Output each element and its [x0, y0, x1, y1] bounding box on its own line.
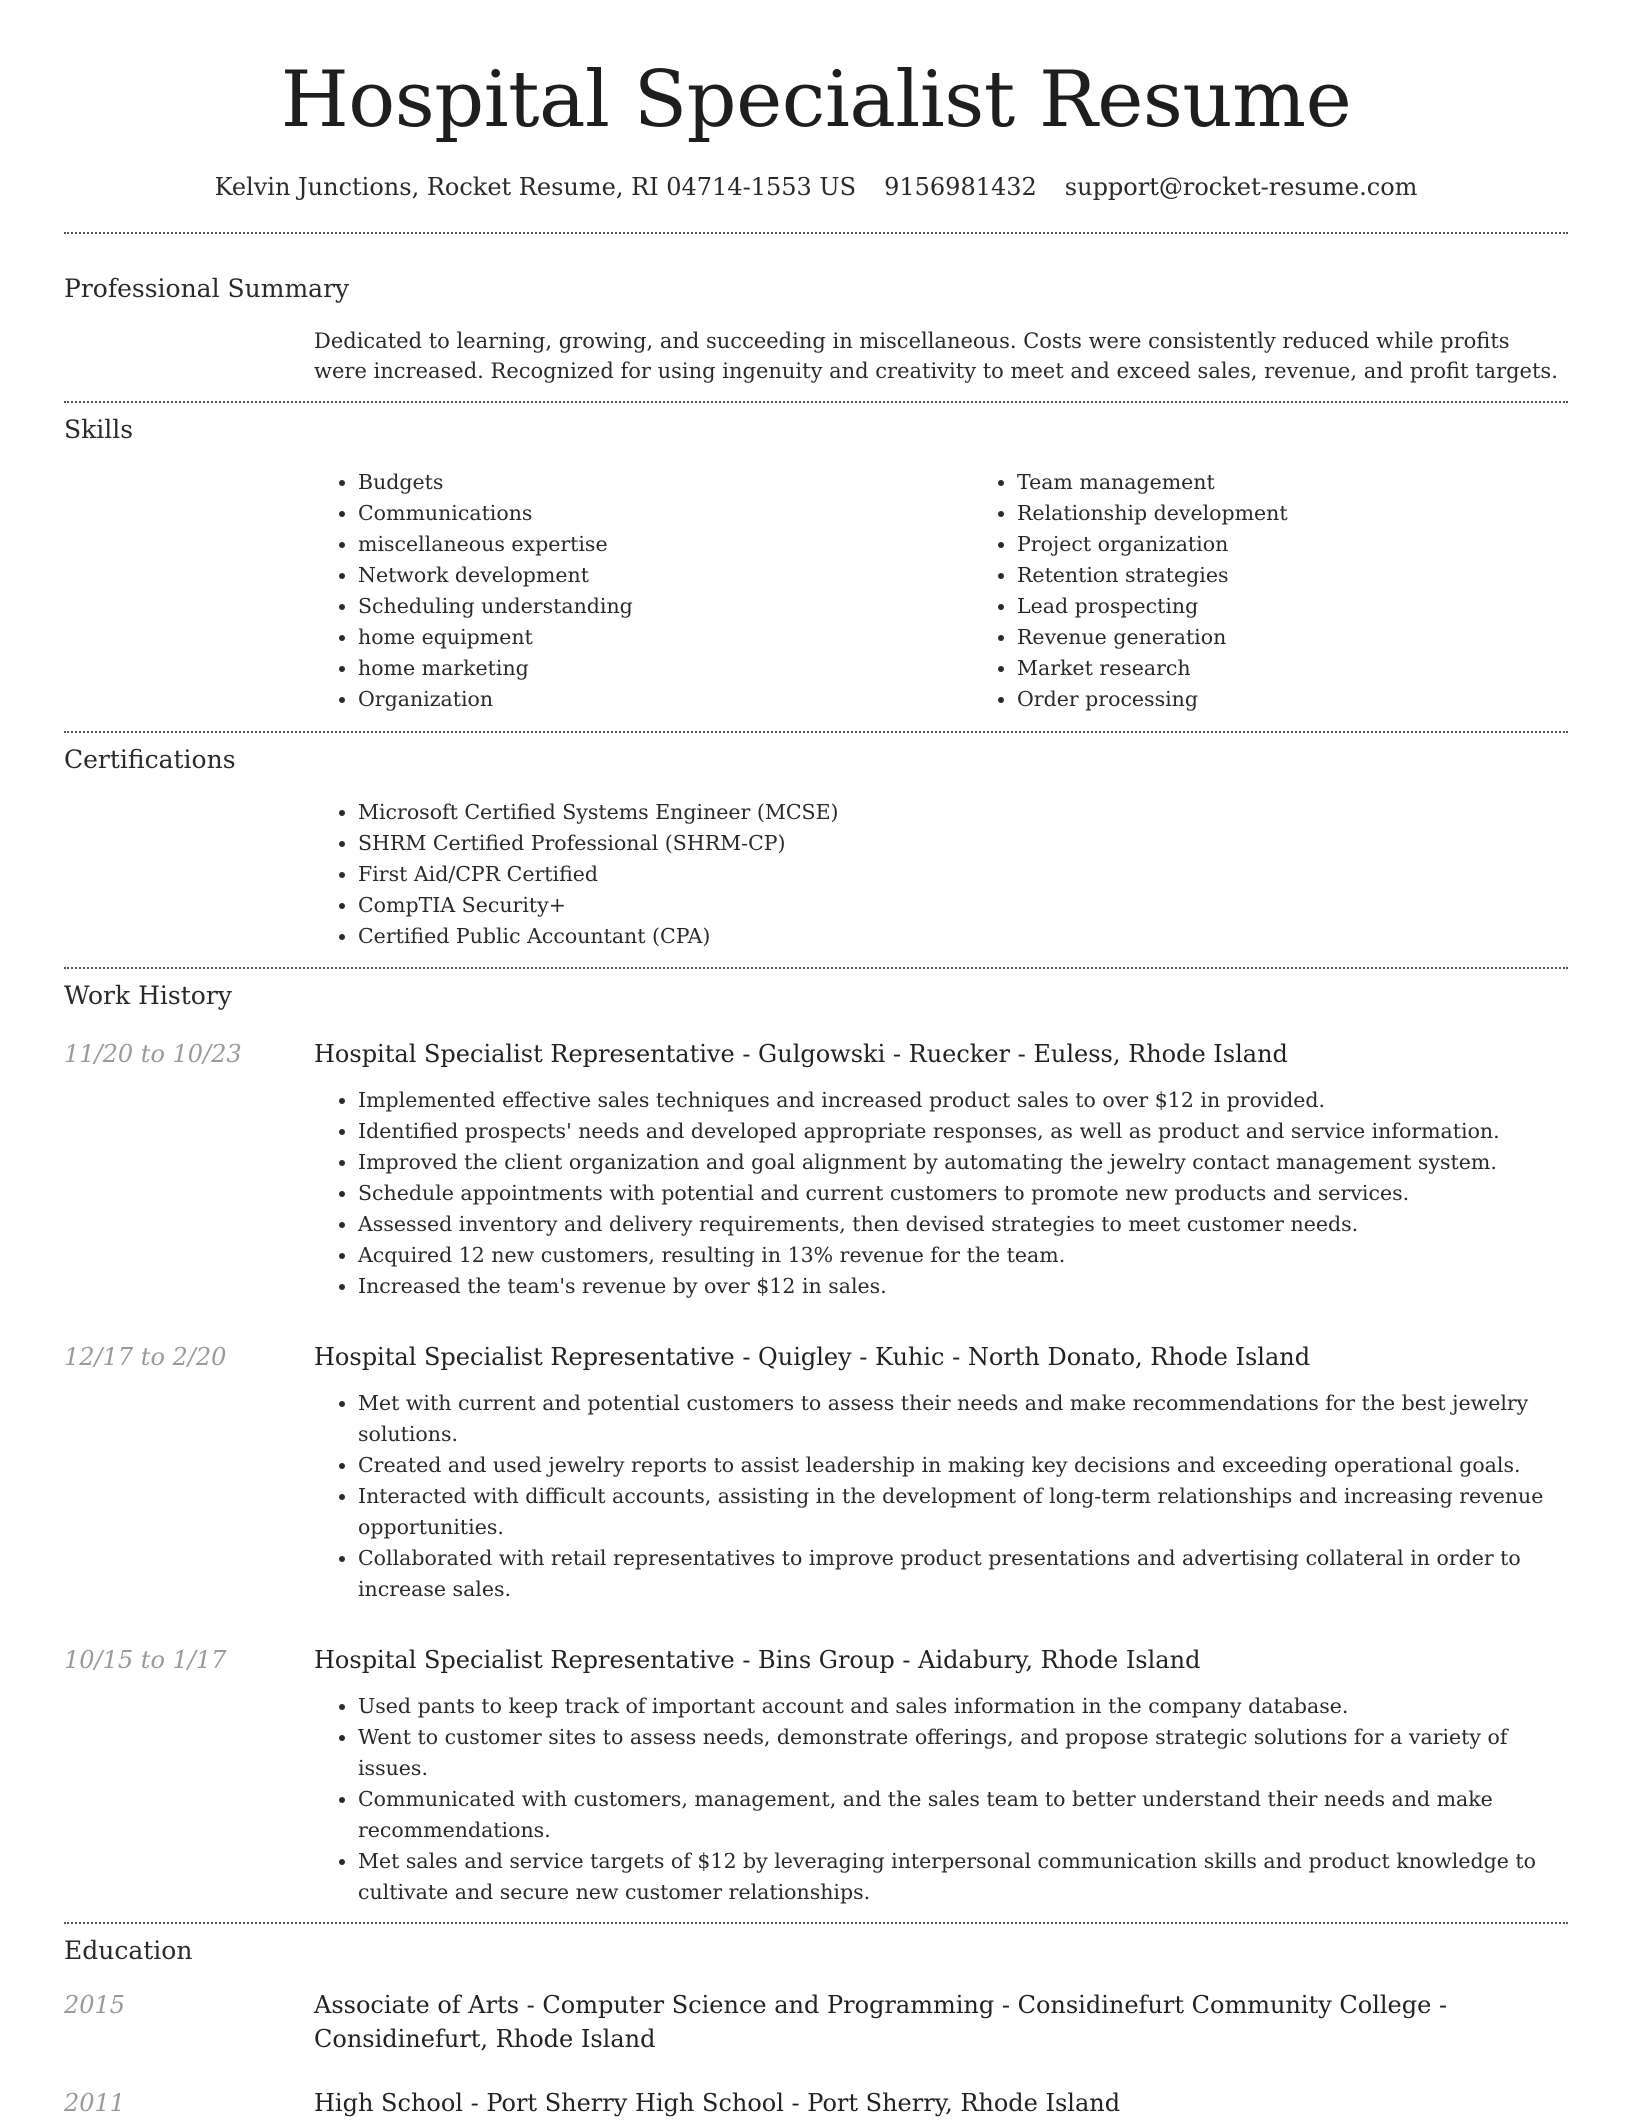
- job-entry: [64, 1643, 1568, 1908]
- skill-item: • Order processing: [1017, 684, 1632, 715]
- summary-text: Dedicated to learning, growing, and succeeding in miscellaneous. Costs were consistently reduced while profits were increased. Recognized for using ingenuity and creativity to meet and exceed sales, revenue, and profit targets.: [314, 329, 1558, 383]
- job-bullet: • Went to customer sites to assess needs, demonstrate offerings, and propose strategic solutions for a variety of issues.: [358, 1722, 1568, 1784]
- skills-right-column: [973, 467, 1632, 715]
- job-dates: 12/17 to 2/20: [64, 1343, 227, 1371]
- job-bullet: • Met with current and potential customers to assess their needs and make recommendations for the best jewelry solutions.: [358, 1388, 1568, 1450]
- certification-item: • SHRM Certified Professional (SHRM-CP): [358, 828, 1568, 859]
- section-heading-summary: Professional Summary: [64, 274, 350, 303]
- education-degree: Associate of Arts - Computer Science and Programming - Considinefurt Community College - Considinefurt, Rhode Island: [314, 1991, 1448, 2053]
- skill-item: • miscellaneous expertise: [358, 529, 973, 560]
- skill-item: • Organization: [358, 684, 973, 715]
- job-title: Hospital Specialist Representative - Gulgowski - Ruecker - Euless, Rhode Island: [314, 1040, 1288, 1068]
- skill-item: • Network development: [358, 560, 973, 591]
- job-entry: [64, 1037, 1568, 1302]
- certification-item: • Microsoft Certified Systems Engineer (MCSE): [358, 797, 1568, 828]
- skill-item: • Retention strategies: [1017, 560, 1632, 591]
- job-bullet: • Used pants to keep track of important account and sales information in the company database.: [358, 1691, 1568, 1722]
- job-bullet: • Assessed inventory and delivery requirements, then devised strategies to meet customer needs.: [358, 1209, 1568, 1240]
- divider: [64, 1922, 1568, 1924]
- skills-list: [314, 467, 1632, 715]
- job-dates: 10/15 to 1/17: [64, 1646, 227, 1674]
- job-title: Hospital Specialist Representative - Bins Group - Aidabury, Rhode Island: [314, 1646, 1201, 1674]
- job-bullet: • Collaborated with retail representatives to improve product presentations and advertising collateral in order to increase sales.: [358, 1543, 1568, 1605]
- contact-line: [64, 170, 1568, 204]
- education-list: [64, 1988, 1568, 2120]
- education-entry: [64, 2086, 1568, 2120]
- section-heading-education: Education: [64, 1936, 193, 1965]
- skill-item: • Communications: [358, 498, 973, 529]
- job-dates: 11/20 to 10/23: [64, 1040, 242, 1068]
- job-entry: [64, 1340, 1568, 1605]
- contact-email[interactable]: support@rocket-resume.com: [1064, 173, 1418, 201]
- skill-item: • Market research: [1017, 653, 1632, 684]
- skill-item: • home marketing: [358, 653, 973, 684]
- job-bullet: • Communicated with customers, management, and the sales team to better understand their needs and make recommendations.: [358, 1784, 1568, 1846]
- divider: [64, 967, 1568, 969]
- job-bullets: [314, 1388, 1568, 1605]
- resume-page: [64, 0, 1568, 2120]
- job-bullet: • Acquired 12 new customers, resulting in 13% revenue for the team.: [358, 1240, 1568, 1271]
- skill-item: • Relationship development: [1017, 498, 1632, 529]
- job-bullet: • Identified prospects' needs and developed appropriate responses, as well as product and service information.: [358, 1116, 1568, 1147]
- section-heading-work-history: Work History: [64, 981, 232, 1010]
- skill-item: • Budgets: [358, 467, 973, 498]
- certification-item: • CompTIA Security+: [358, 890, 1568, 921]
- job-bullet: • Created and used jewelry reports to assist leadership in making key decisions and exceeding operational goals.: [358, 1450, 1568, 1481]
- contact-address: Kelvin Junctions, Rocket Resume, RI 04714-1553 US: [214, 173, 857, 201]
- skill-item: • home equipment: [358, 622, 973, 653]
- job-bullet: • Increased the team's revenue by over $12 in sales.: [358, 1271, 1568, 1302]
- education-year: 2015: [64, 1991, 126, 2019]
- job-bullet: • Interacted with difficult accounts, assisting in the development of long-term relationships and increasing revenue opportunities.: [358, 1481, 1568, 1543]
- job-bullet: • Met sales and service targets of $12 by leveraging interpersonal communication skills and product knowledge to cultivate and secure new customer relationships.: [358, 1846, 1568, 1908]
- skills-left-column: [314, 467, 973, 715]
- job-bullet: • Improved the client organization and goal alignment by automating the jewelry contact management system.: [358, 1147, 1568, 1178]
- divider: [64, 232, 1568, 234]
- education-entry: [64, 1988, 1568, 2056]
- skill-item: • Lead prospecting: [1017, 591, 1632, 622]
- education-year: 2011: [64, 2089, 126, 2117]
- skill-item: • Scheduling understanding: [358, 591, 973, 622]
- contact-phone: 9156981432: [884, 173, 1037, 201]
- work-history-list: [64, 1037, 1568, 1908]
- job-bullet: • Implemented effective sales techniques and increased product sales to over $12 in provided.: [358, 1085, 1568, 1116]
- certification-item: • Certified Public Accountant (CPA): [358, 921, 1568, 952]
- divider: [64, 401, 1568, 403]
- skill-item: • Revenue generation: [1017, 622, 1632, 653]
- job-bullet: • Schedule appointments with potential and current customers to promote new products and services.: [358, 1178, 1568, 1209]
- skill-item: • Project organization: [1017, 529, 1632, 560]
- divider: [64, 731, 1568, 733]
- job-bullets: [314, 1085, 1568, 1302]
- section-heading-certifications: Certifications: [64, 745, 236, 774]
- job-bullets: [314, 1691, 1568, 1908]
- certification-item: • First Aid/CPR Certified: [358, 859, 1568, 890]
- job-title: Hospital Specialist Representative - Quigley - Kuhic - North Donato, Rhode Island: [314, 1343, 1311, 1371]
- resume-title: Hospital Specialist Resume: [280, 55, 1352, 145]
- education-degree: High School - Port Sherry High School - Port Sherry, Rhode Island: [314, 2089, 1121, 2117]
- certifications-list: [314, 797, 1568, 952]
- section-heading-skills: Skills: [64, 415, 134, 444]
- skill-item: • Team management: [1017, 467, 1632, 498]
